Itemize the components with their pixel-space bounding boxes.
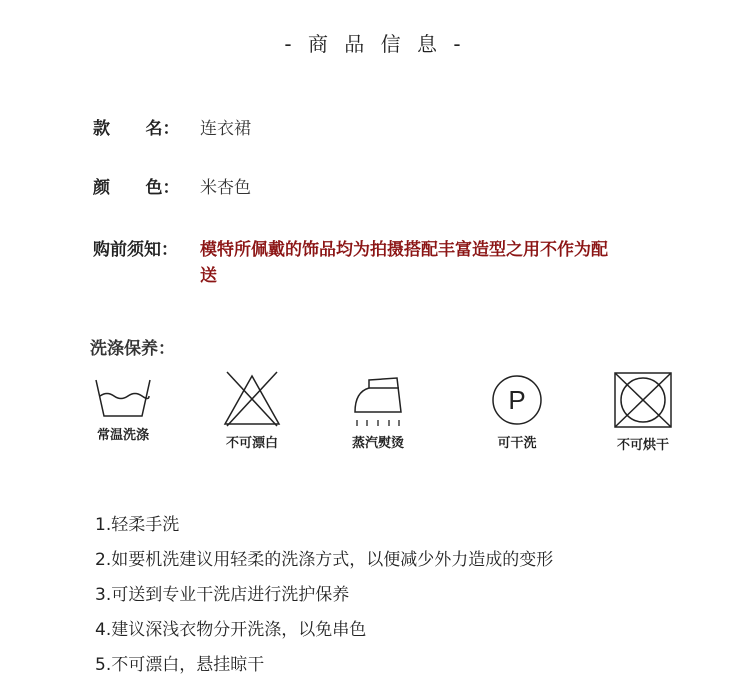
- care-label-normal-wash: 常温洗涤: [96, 428, 149, 443]
- product-color-row: [93, 175, 251, 201]
- product-name-value: 连衣裙: [200, 119, 251, 139]
- care-title: 洗涤保养：: [90, 339, 175, 359]
- care-label-steam-iron: 蒸汽熨烫: [351, 436, 404, 451]
- care-item-no-tumble-dry: [598, 370, 688, 453]
- purchase-note-row: [93, 237, 620, 289]
- instruction-item: 2.如要机洗建议用轻柔的洗涤方式，以便减少外力造成的变形: [95, 550, 554, 570]
- wash-tub-icon: [92, 370, 154, 420]
- care-label-dry-clean: 可干洗: [497, 436, 537, 451]
- product-color-value: 米杏色: [200, 178, 251, 198]
- product-name-label: 款 名：: [93, 119, 180, 139]
- instruction-item: 3.可送到专业干洗店进行洗护保养: [95, 585, 350, 605]
- no-tumble-dry-icon: [612, 370, 674, 430]
- care-item-no-bleach: [207, 370, 297, 451]
- care-label-no-bleach: 不可漂白: [225, 436, 278, 451]
- care-instructions-list: [95, 510, 553, 685]
- steam-iron-icon: [347, 370, 409, 428]
- care-item-steam-iron: [333, 370, 423, 451]
- care-label-no-tumble-dry: 不可烘干: [616, 438, 669, 453]
- instruction-item: 4.建议深浅衣物分开洗涤，以免串色: [95, 620, 367, 640]
- instruction-item: 1.轻柔手洗: [95, 515, 180, 535]
- care-item-dry-clean: [472, 370, 562, 451]
- dry-clean-p-icon: [486, 370, 548, 428]
- page-title: - 商 品 信 息 -: [284, 32, 466, 56]
- purchase-note-label: 购前须知：: [93, 240, 178, 260]
- care-item-normal-wash: [78, 370, 168, 443]
- dry-clean-letter: P: [508, 385, 526, 415]
- purchase-note-value: 模特所佩戴的饰品均为拍摄搭配丰富造型之用不作为配送: [200, 240, 608, 286]
- product-name-row: [93, 116, 251, 142]
- product-color-label: 颜 色：: [93, 178, 180, 198]
- instruction-item: 5.不可漂白，悬挂晾干: [95, 655, 265, 675]
- no-bleach-icon: [221, 370, 283, 428]
